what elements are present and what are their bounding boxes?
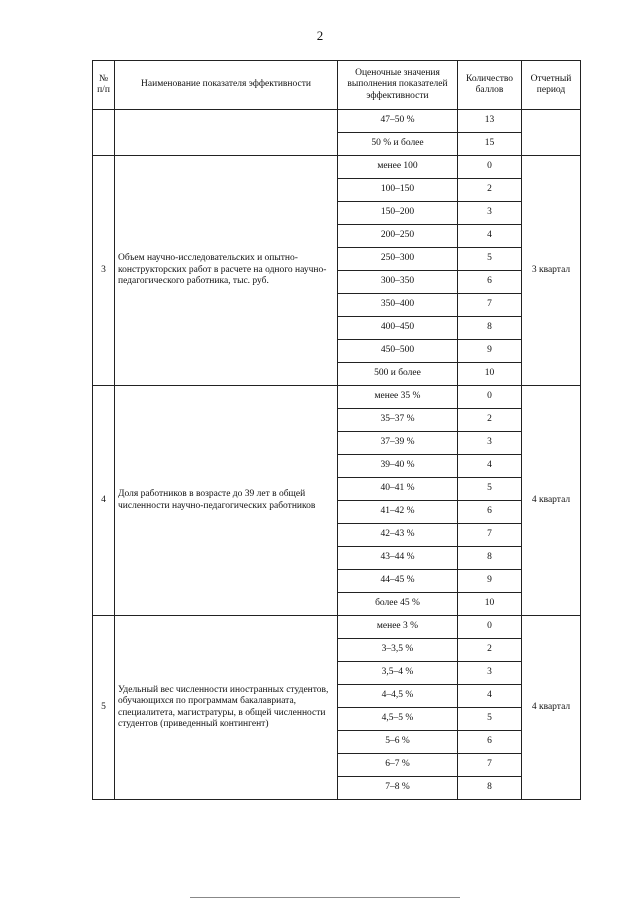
estimated-value: 4–4,5 % [338,685,458,708]
score-value: 3 [458,662,522,685]
estimated-value: 500 и более [338,363,458,386]
estimated-value: менее 35 % [338,386,458,409]
header-reporting-period: Отчетный период [522,61,581,110]
indicator-name: Доля работников в возрасте до 39 лет в общей численности научно-педагогических работников [115,386,338,616]
score-value: 7 [458,754,522,777]
score-value: 2 [458,639,522,662]
score-value: 3 [458,202,522,225]
score-value: 6 [458,731,522,754]
estimated-value: 450–500 [338,340,458,363]
estimated-value: 6–7 % [338,754,458,777]
estimated-value: 42–43 % [338,524,458,547]
reporting-period: 3 квартал [522,156,581,386]
estimated-value: 3,5–4 % [338,662,458,685]
performance-indicators-table [92,60,581,800]
score-value: 4 [458,225,522,248]
table-row [93,156,581,179]
score-value: 6 [458,501,522,524]
score-value: 3 [458,432,522,455]
score-value: 2 [458,179,522,202]
score-value: 4 [458,685,522,708]
estimated-value: 43–44 % [338,547,458,570]
indicator-name: Удельный вес численности иностранных студентов, обучающихся по программам бакалавриата, специалитета, магистратуры, в общей численности студентов (приведенный контингент) [115,616,338,800]
header-num: № п/п [93,61,115,110]
estimated-value: 41–42 % [338,501,458,524]
table-row [93,110,581,133]
score-value: 0 [458,156,522,179]
estimated-value: 39–40 % [338,455,458,478]
score-value: 0 [458,616,522,639]
score-value: 8 [458,317,522,340]
section-number: 4 [93,386,115,616]
score-value: 13 [458,110,522,133]
estimated-value: 5–6 % [338,731,458,754]
indicator-name: Объем научно-исследовательских и опытно-конструкторских работ в расчете на одного научно-педагогического работника, тыс. руб. [115,156,338,386]
score-value: 8 [458,777,522,800]
reporting-period: 4 квартал [522,616,581,800]
score-value: 7 [458,524,522,547]
score-value: 10 [458,363,522,386]
header-indicator-name: Наименование показателя эффективности [115,61,338,110]
bottom-rule [190,897,460,898]
score-value: 7 [458,294,522,317]
header-estimated-values: Оценочные значения выполнения показателей эффективности [338,61,458,110]
estimated-value: 35–37 % [338,409,458,432]
page-number: 2 [316,28,324,43]
estimated-value: более 45 % [338,593,458,616]
estimated-value: 7–8 % [338,777,458,800]
estimated-value: менее 100 [338,156,458,179]
indicator-name [115,110,338,156]
estimated-value: 50 % и более [338,133,458,156]
score-value: 10 [458,593,522,616]
score-value: 5 [458,478,522,501]
table-body [93,110,581,800]
score-value: 4 [458,455,522,478]
estimated-value: 4,5–5 % [338,708,458,731]
score-value: 9 [458,340,522,363]
estimated-value: 350–400 [338,294,458,317]
estimated-value: менее 3 % [338,616,458,639]
score-value: 6 [458,271,522,294]
reporting-period [522,110,581,156]
score-value: 5 [458,248,522,271]
table-header-row [93,61,581,110]
table-row [93,616,581,639]
estimated-value: 40–41 % [338,478,458,501]
score-value: 9 [458,570,522,593]
header-score: Количество баллов [458,61,522,110]
estimated-value: 400–450 [338,317,458,340]
estimated-value: 47–50 % [338,110,458,133]
estimated-value: 37–39 % [338,432,458,455]
section-number: 5 [93,616,115,800]
estimated-value: 100–150 [338,179,458,202]
estimated-value: 250–300 [338,248,458,271]
score-value: 0 [458,386,522,409]
section-number: 3 [93,156,115,386]
score-value: 5 [458,708,522,731]
estimated-value: 300–350 [338,271,458,294]
table-row [93,386,581,409]
reporting-period: 4 квартал [522,386,581,616]
score-value: 8 [458,547,522,570]
estimated-value: 3–3,5 % [338,639,458,662]
section-number [93,110,115,156]
estimated-value: 150–200 [338,202,458,225]
score-value: 15 [458,133,522,156]
estimated-value: 44–45 % [338,570,458,593]
estimated-value: 200–250 [338,225,458,248]
score-value: 2 [458,409,522,432]
